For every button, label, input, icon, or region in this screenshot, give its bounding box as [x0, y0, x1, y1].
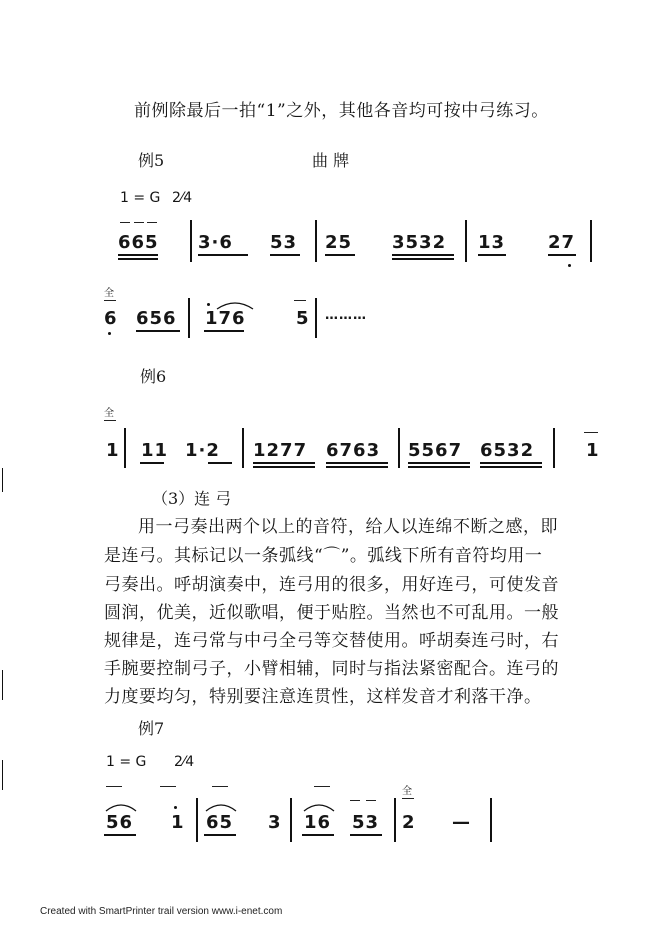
example-5-label: 例5 — [138, 151, 165, 170]
note-group: 3532 — [392, 232, 447, 253]
slur — [302, 802, 336, 812]
example-6-label: 例6 — [140, 367, 167, 386]
note-group: 6763 — [326, 440, 381, 461]
bow-mark — [120, 222, 130, 223]
note-group: 5567 — [408, 440, 463, 461]
underline — [270, 254, 300, 256]
underline — [325, 254, 355, 256]
paragraph-line: 力度要均匀，特别要注意连贯性，这样发音才利落干净。 — [104, 687, 542, 707]
note-group: 1 — [171, 812, 185, 833]
note-group: 56 — [106, 812, 134, 833]
paragraph-line: 手腕要控制弓子，小臂相辅，同时与指法紧密配合。连弓的 — [104, 659, 559, 679]
barline — [553, 428, 555, 468]
bow-mark — [212, 786, 228, 787]
bow-mark — [402, 798, 414, 799]
barline — [465, 220, 467, 262]
note-group: 6532 — [480, 440, 535, 461]
underline — [392, 254, 454, 256]
octave-dot — [207, 303, 210, 306]
bow-mark — [160, 786, 176, 787]
bow-mark — [147, 222, 157, 223]
note-group: 13 — [478, 232, 506, 253]
note-group: 3 — [268, 812, 282, 833]
bow-mark — [104, 420, 116, 421]
underline — [478, 254, 506, 256]
barline — [490, 798, 492, 842]
note-group: 11 — [141, 440, 169, 461]
underline — [548, 254, 576, 256]
barline — [242, 428, 244, 468]
underline — [104, 834, 136, 836]
note-group: 1 — [586, 440, 600, 461]
underline — [302, 834, 334, 836]
barline — [290, 798, 292, 842]
underline — [253, 466, 315, 468]
note-group: 25 — [325, 232, 353, 253]
note-group: 665 — [118, 232, 159, 253]
note-group: 53 — [352, 812, 380, 833]
underline — [140, 462, 164, 464]
scan-mark — [2, 760, 3, 790]
bow-mark — [104, 300, 116, 301]
intro-text: 前例除最后一拍“1”之外，其他各音均可按中弓练习。 — [134, 101, 549, 121]
paragraph-line: 规律是，连弓常与中弓全弓等交替使用。呼胡奏连弓时，右 — [104, 631, 559, 651]
example-7-label: 例7 — [138, 719, 165, 738]
barline — [190, 220, 192, 262]
bow-mark — [134, 222, 144, 223]
barline — [124, 428, 126, 468]
barline — [315, 220, 317, 262]
example-5-key: 1 = G — [120, 190, 161, 206]
note-group: 1·2 — [185, 440, 220, 461]
note-group: 1 — [106, 440, 120, 461]
underline — [118, 254, 158, 256]
barline — [394, 798, 396, 842]
underline — [480, 462, 542, 464]
octave-dot — [108, 332, 111, 335]
scan-mark — [2, 670, 3, 700]
full-bow-mark: 全 — [104, 288, 114, 299]
slur — [204, 802, 238, 812]
scan-mark — [2, 468, 3, 492]
paragraph-line: 圆润，优美，近似歌唱，便于贴腔。当然也不可乱用。一般 — [104, 603, 559, 623]
section-heading: （3）连 弓 — [152, 489, 232, 508]
slur — [104, 802, 138, 812]
note-group: 5 — [296, 308, 310, 329]
barline — [315, 298, 317, 338]
paragraph-line: 用一弓奏出两个以上的音符，给人以连绵不断之感，即 — [138, 517, 558, 537]
barline — [196, 798, 198, 842]
underline — [326, 462, 388, 464]
bow-mark — [294, 300, 306, 301]
bow-mark — [366, 800, 376, 801]
underline — [204, 834, 236, 836]
octave-dot — [568, 264, 571, 267]
note-group: 3·6 — [198, 232, 233, 253]
underline — [253, 462, 315, 464]
bow-mark — [106, 786, 122, 787]
underline — [208, 462, 232, 464]
underline — [408, 462, 470, 464]
slur — [215, 300, 255, 310]
note-group: 27 — [548, 232, 576, 253]
underline — [118, 258, 158, 260]
octave-dot — [174, 806, 177, 809]
note-group: 53 — [270, 232, 298, 253]
example-5-title: 曲 牌 — [312, 151, 350, 170]
underline — [480, 466, 542, 468]
barline — [188, 298, 190, 338]
note-group: 2 — [402, 812, 416, 833]
note-group: 176 — [205, 308, 246, 329]
example-7-key: 1 = G — [106, 754, 147, 770]
paragraph-line: 是连弓。其标记以一条弧线“⌒”。弧线下所有音符均用一 — [104, 546, 543, 566]
watermark-footer: Created with SmartPrinter trail version www.i-enet.com — [40, 906, 283, 917]
barline — [398, 428, 400, 468]
note-group: 656 — [136, 308, 177, 329]
note-group: 1277 — [253, 440, 308, 461]
note-group: 6 — [104, 308, 118, 329]
note-group: 65 — [206, 812, 234, 833]
example-7-meter: 2⁄4 — [174, 754, 195, 770]
underline — [326, 466, 388, 468]
barline — [590, 220, 592, 262]
underline — [350, 834, 382, 836]
underline — [204, 330, 244, 332]
underline — [408, 466, 470, 468]
example-5-meter: 2⁄4 — [172, 190, 193, 206]
note-group: 16 — [304, 812, 332, 833]
underline — [136, 330, 180, 332]
paragraph-line: 弓奏出。呼胡演奏中，连弓用的很多，用好连弓，可使发音 — [104, 575, 559, 595]
bow-mark — [314, 786, 330, 787]
bow-mark — [584, 432, 598, 433]
sustain-dash: — — [452, 812, 471, 833]
underline — [392, 258, 454, 260]
full-bow-mark: 全 — [104, 408, 114, 419]
continuation-dots: ……… — [325, 308, 367, 323]
underline — [198, 254, 248, 256]
full-bow-mark: 全 — [402, 786, 412, 797]
bow-mark — [350, 800, 360, 801]
